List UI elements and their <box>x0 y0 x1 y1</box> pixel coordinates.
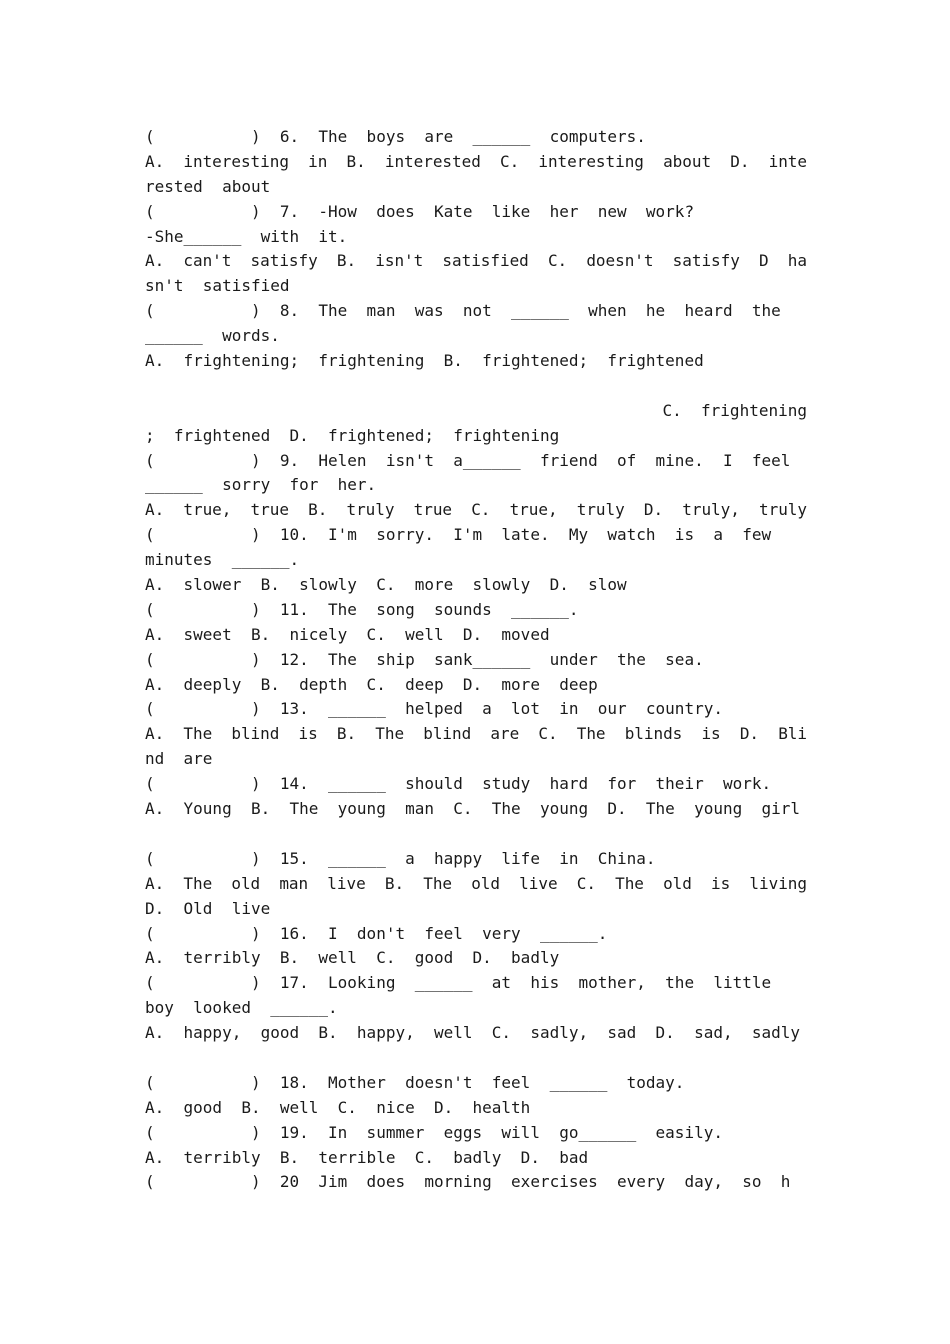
text-line: boy looked ______. <box>145 998 338 1018</box>
text-line: ; frightened D. frightened; frightening <box>145 425 560 445</box>
text-line: ( ) 10. I'm sorry. I'm late. My watch is a few <box>145 525 772 545</box>
text-line: A. frightening; frightening B. frightened; frightened <box>145 351 704 371</box>
text-line: A. The blind is B. The blind are C. The blinds is D. Bli <box>145 724 807 744</box>
text-line: ( ) 18. Mother doesn't feel ______ today. <box>145 1072 685 1092</box>
text-line: A. Young B. The young man C. The young D. The young girl <box>145 799 801 819</box>
text-line: A. sweet B. nicely C. well D. moved <box>145 624 550 644</box>
text-line <box>145 1046 807 1071</box>
text-line: ______ sorry for her. <box>145 475 377 495</box>
text-line: ( ) 13. ______ helped a lot in our country. <box>145 699 723 719</box>
text-line: ( ) 12. The ship sank______ under the sea. <box>145 649 704 669</box>
text-line: ( ) 14. ______ should study hard for their work. <box>145 774 772 794</box>
text-line: D. Old live <box>145 898 271 918</box>
text-line: ( ) 9. Helen isn't a______ friend of mine. I feel <box>145 450 791 470</box>
text-line: ( ) 16. I don't feel very ______. <box>145 923 608 943</box>
text-line: A. slower B. slowly C. more slowly D. slow <box>145 575 627 595</box>
text-line: A. terribly B. terrible C. badly D. bad <box>145 1147 589 1167</box>
text-line: rested about <box>145 176 271 196</box>
text-line: A. true, true B. truly true C. true, truly D. truly, truly <box>145 500 807 520</box>
text-line: ( ) 19. In summer eggs will go______ easily. <box>145 1122 723 1142</box>
text-line: ______ words. <box>145 326 280 346</box>
text-line: A. interesting in B. interested C. interesting about D. inte <box>145 151 807 171</box>
text-line <box>145 822 807 847</box>
text-line: minutes ______. <box>145 550 300 570</box>
text-line: ( ) 17. Looking ______ at his mother, the little <box>145 973 772 993</box>
text-line: sn't satisfied <box>145 276 290 296</box>
text-line: ( ) 8. The man was not ______ when he heard the <box>145 301 781 321</box>
text-line: A. terribly B. well C. good D. badly <box>145 948 560 968</box>
text-line: A. The old man live B. The old live C. The old is living <box>145 873 807 893</box>
text-line <box>145 374 807 399</box>
text-line: ( ) 6. The boys are ______ computers. <box>145 127 646 146</box>
text-line: nd are <box>145 749 213 769</box>
text-line: C. frightening <box>662 400 807 420</box>
text-line: ( ) 7. -How does Kate like her new work? <box>145 201 695 221</box>
text-line: A. can't satisfy B. isn't satisfied C. doesn't satisfy D ha <box>145 251 807 271</box>
text-line: A. happy, good B. happy, well C. sadly, sad D. sad, sadly <box>145 1023 801 1043</box>
text-line: A. deeply B. depth C. deep D. more deep <box>145 674 598 694</box>
text-line: ( ) 20 Jim does morning exercises every day, so h <box>145 1172 791 1192</box>
text-line: A. good B. well C. nice D. health <box>145 1097 531 1117</box>
text-line: ( ) 11. The song sounds ______. <box>145 599 579 619</box>
text-line: -She______ with it. <box>145 226 348 246</box>
document-body <box>145 125 807 1195</box>
text-line: ( ) 15. ______ a happy life in China. <box>145 848 656 868</box>
